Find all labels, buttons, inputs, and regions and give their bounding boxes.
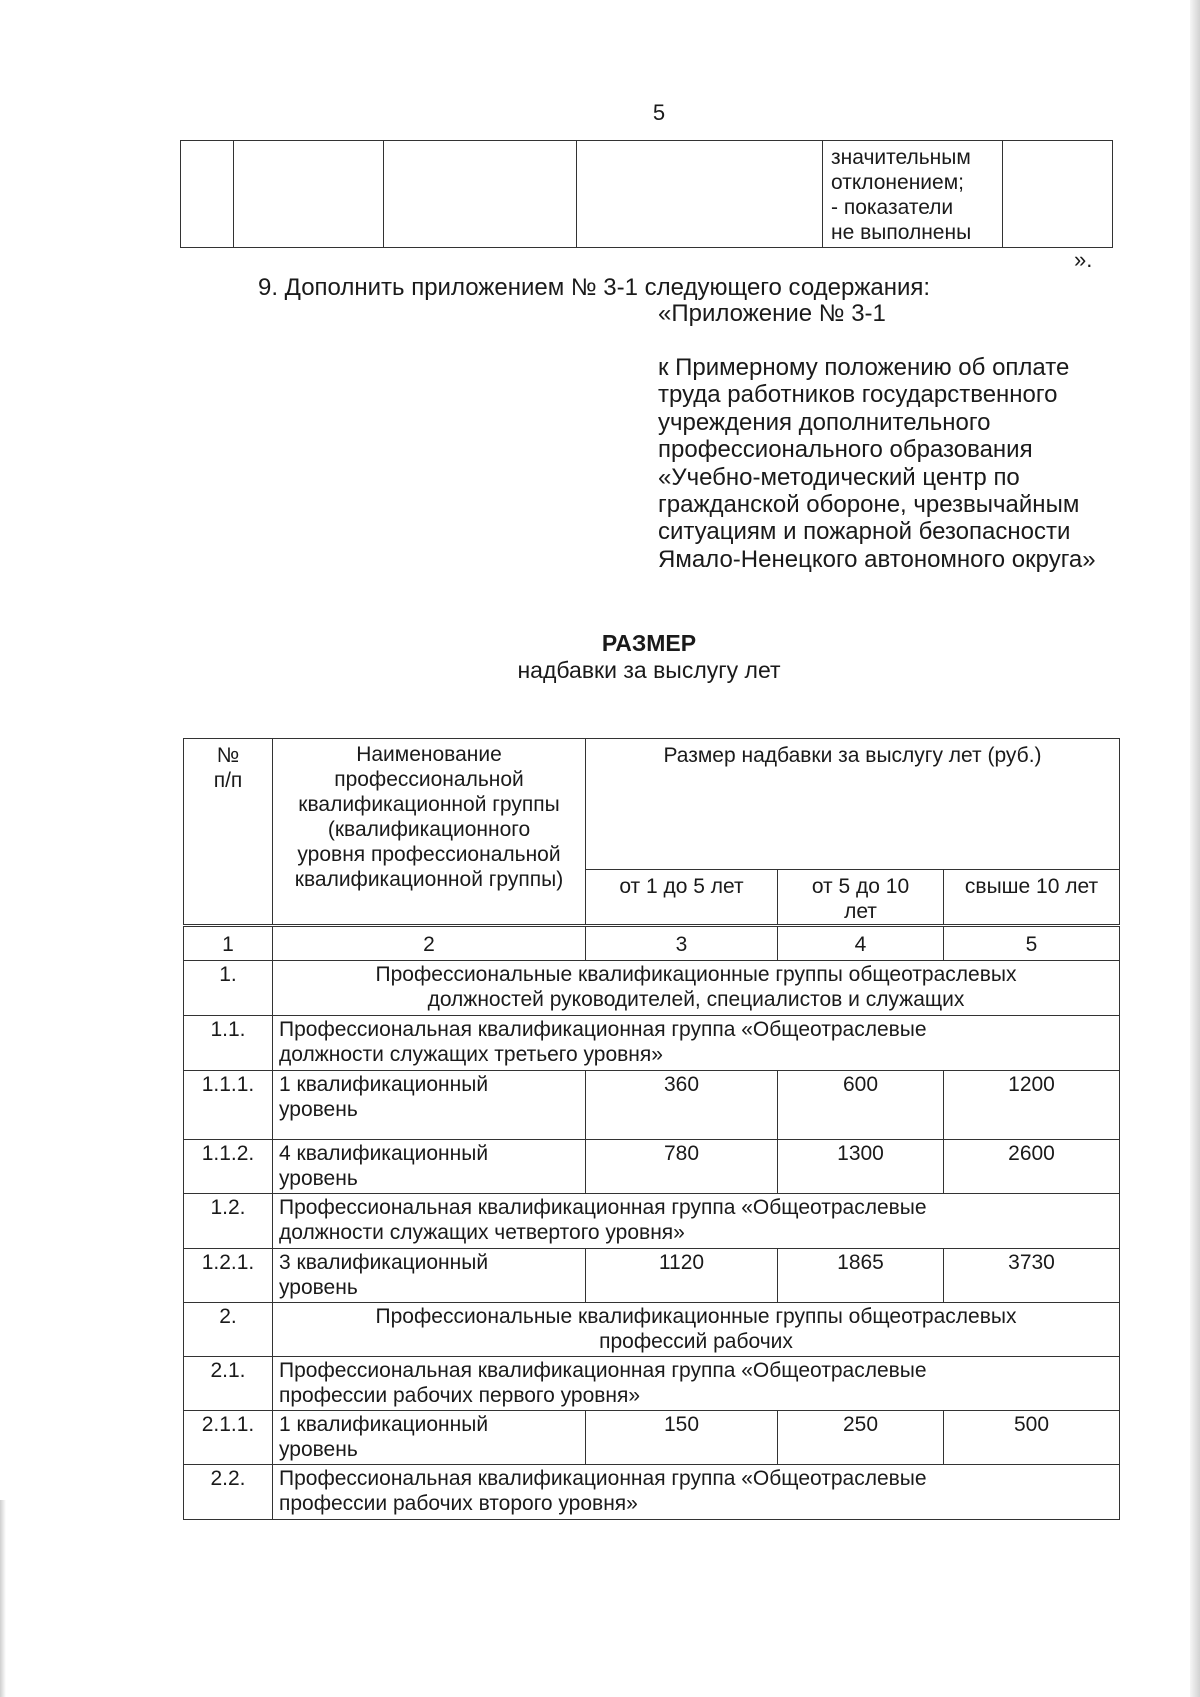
value-cell: 1865 — [778, 1249, 944, 1303]
table-row — [184, 1249, 1120, 1303]
row-number: 1.2.1. — [184, 1249, 273, 1303]
value-cell: 600 — [778, 1071, 944, 1140]
header-col-5-10: от 5 до 10 лет — [778, 870, 944, 926]
header-allowance: Размер надбавки за выслугу лет (руб.) — [586, 739, 1120, 870]
subgroup-heading: Профессиональная квалификационная группа «Общеотраслевые должности служащих третьего уровня» — [273, 1016, 1120, 1071]
column-number: 4 — [778, 926, 944, 961]
value-cell: 1120 — [586, 1249, 778, 1303]
table-row — [184, 961, 1120, 1016]
row-number: 2.1.1. — [184, 1411, 273, 1465]
column-number: 3 — [586, 926, 778, 961]
scan-edge-shadow — [1190, 0, 1200, 1697]
appendix-reference: к Примерному положению об оплате труда работников государственного учреждения дополнительного профессионального образования «Учебно-методический центр по гражданской обороне, чрезвычайным ситуациям и пожарной безопасности Ямало-Ненецкого автономного округа» — [658, 354, 1096, 573]
table-row — [184, 1140, 1120, 1194]
appendix-heading: «Приложение № 3-1 — [658, 300, 886, 327]
document-title: РАЗМЕР — [601, 630, 697, 656]
column-number: 5 — [944, 926, 1120, 961]
value-cell: 360 — [586, 1071, 778, 1140]
item-9-text: 9. Дополнить приложением № 3-1 следующего содержания: — [258, 274, 931, 301]
table-row — [184, 1357, 1120, 1411]
table-row — [184, 1303, 1120, 1357]
scan-edge-shadow-left — [0, 1500, 6, 1697]
table-row — [184, 1465, 1120, 1520]
allowance-table — [183, 738, 1120, 1520]
row-number: 2.1. — [184, 1357, 273, 1411]
row-number: 1.1.2. — [184, 1140, 273, 1194]
subgroup-heading: Профессиональная квалификационная группа «Общеотраслевые профессии рабочих второго уровня» — [273, 1465, 1120, 1520]
table-cell — [577, 141, 823, 248]
value-cell: 1200 — [944, 1071, 1120, 1140]
table-row — [184, 1071, 1120, 1140]
value-cell: 780 — [586, 1140, 778, 1194]
column-number: 1 — [184, 926, 273, 961]
table-cell — [384, 141, 577, 248]
level-name: 1 квалификационный уровень — [273, 1411, 586, 1465]
closing-quote: ». — [1074, 247, 1093, 272]
table-row — [184, 1016, 1120, 1071]
group-heading: Профессиональные квалификационные группы общеотраслевых должностей руководителей, специалистов и служащих — [273, 961, 1120, 1016]
subgroup-heading: Профессиональная квалификационная группа «Общеотраслевые должности служащих четвертого уровня» — [273, 1194, 1120, 1249]
level-name: 4 квалификационный уровень — [273, 1140, 586, 1194]
table-row — [184, 1194, 1120, 1249]
header-col-1-5: от 1 до 5 лет — [586, 870, 778, 926]
row-number: 1.2. — [184, 1194, 273, 1249]
table-cell — [181, 141, 234, 248]
row-number: 1.1.1. — [184, 1071, 273, 1140]
table-row — [181, 141, 1113, 248]
table-cell — [234, 141, 384, 248]
row-number: 2.2. — [184, 1465, 273, 1520]
level-name: 3 квалификационный уровень — [273, 1249, 586, 1303]
value-cell: 1300 — [778, 1140, 944, 1194]
subgroup-heading: Профессиональная квалификационная группа «Общеотраслевые профессии рабочих первого уровня» — [273, 1357, 1120, 1411]
group-heading: Профессиональные квалификационные группы общеотраслевых профессий рабочих — [273, 1303, 1120, 1357]
row-number: 1. — [184, 961, 273, 1016]
column-number: 2 — [273, 926, 586, 961]
row-number: 2. — [184, 1303, 273, 1357]
page-number: 5 — [652, 100, 666, 125]
table-cell — [1003, 141, 1113, 248]
table-row — [184, 1411, 1120, 1465]
table-header-row — [184, 739, 1120, 870]
value-cell: 500 — [944, 1411, 1120, 1465]
column-numbers-row — [184, 926, 1120, 961]
value-cell: 150 — [586, 1411, 778, 1465]
document-subtitle: надбавки за выслугу лет — [517, 657, 781, 683]
table-cell-text: значительным отклонением; - показатели не выполнены — [823, 141, 1003, 248]
level-name: 1 квалификационный уровень — [273, 1071, 586, 1140]
row-number: 1.1. — [184, 1016, 273, 1071]
header-col-over-10: свыше 10 лет — [944, 870, 1120, 926]
continued-table — [180, 140, 1113, 248]
value-cell: 2600 — [944, 1140, 1120, 1194]
value-cell: 250 — [778, 1411, 944, 1465]
header-name: Наименование профессиональной квалификационной группы (квалификационного уровня профессиональной квалификационной группы) — [273, 739, 586, 926]
header-num: № п/п — [184, 739, 273, 926]
value-cell: 3730 — [944, 1249, 1120, 1303]
